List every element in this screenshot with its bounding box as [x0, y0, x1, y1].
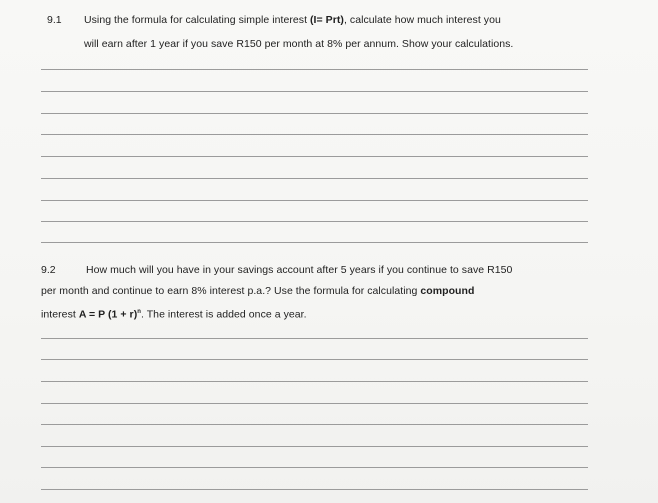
- answer-line[interactable]: [41, 156, 588, 157]
- answer-line[interactable]: [41, 134, 588, 135]
- answer-line[interactable]: [41, 221, 588, 222]
- question-9-2-line-2: [41, 284, 601, 298]
- question-number-9-1: 9.1: [47, 14, 62, 26]
- answer-line[interactable]: [41, 467, 588, 468]
- question-9-1-line-2: will earn after 1 year if you save R150 per month at 8% per annum. Show your calculations.: [84, 38, 514, 50]
- question-9-2-text-b: interest: [41, 308, 79, 321]
- question-9-1-text-a: Using the formula for calculating simple interest: [84, 14, 311, 26]
- question-9-2-line-1: How much will you have in your savings account after 5 years if you continue to save R150: [86, 264, 513, 276]
- answer-line[interactable]: [41, 200, 588, 201]
- answer-line[interactable]: [41, 424, 588, 425]
- formula-exponent: n: [137, 309, 141, 315]
- question-9-2-text-c: . The interest is added once a year.: [140, 308, 307, 321]
- question-number-9-2: 9.2: [41, 264, 56, 276]
- answer-line[interactable]: [41, 489, 588, 490]
- compound-interest-formula: A = P (1 + r): [78, 308, 138, 321]
- compound-keyword: compound: [420, 285, 475, 297]
- answer-line[interactable]: [41, 446, 588, 447]
- answer-line[interactable]: [41, 69, 588, 70]
- question-9-1-text-b: , calculate how much interest you: [343, 14, 501, 26]
- question-9-2-text-a: per month and continue to earn 8% interest p.a.? Use the formula for calculating: [41, 285, 421, 297]
- answer-line[interactable]: [41, 359, 588, 360]
- answer-line[interactable]: [41, 113, 588, 114]
- answer-line[interactable]: [41, 381, 588, 382]
- answer-line[interactable]: [41, 242, 588, 243]
- question-9-1-line-1: [84, 13, 604, 27]
- answer-line[interactable]: [41, 178, 588, 179]
- answer-line[interactable]: [41, 91, 588, 92]
- answer-line[interactable]: [41, 403, 588, 404]
- answer-line[interactable]: [41, 338, 588, 339]
- simple-interest-formula: (I= Prt): [310, 14, 344, 26]
- question-9-2-line-3: [41, 305, 601, 322]
